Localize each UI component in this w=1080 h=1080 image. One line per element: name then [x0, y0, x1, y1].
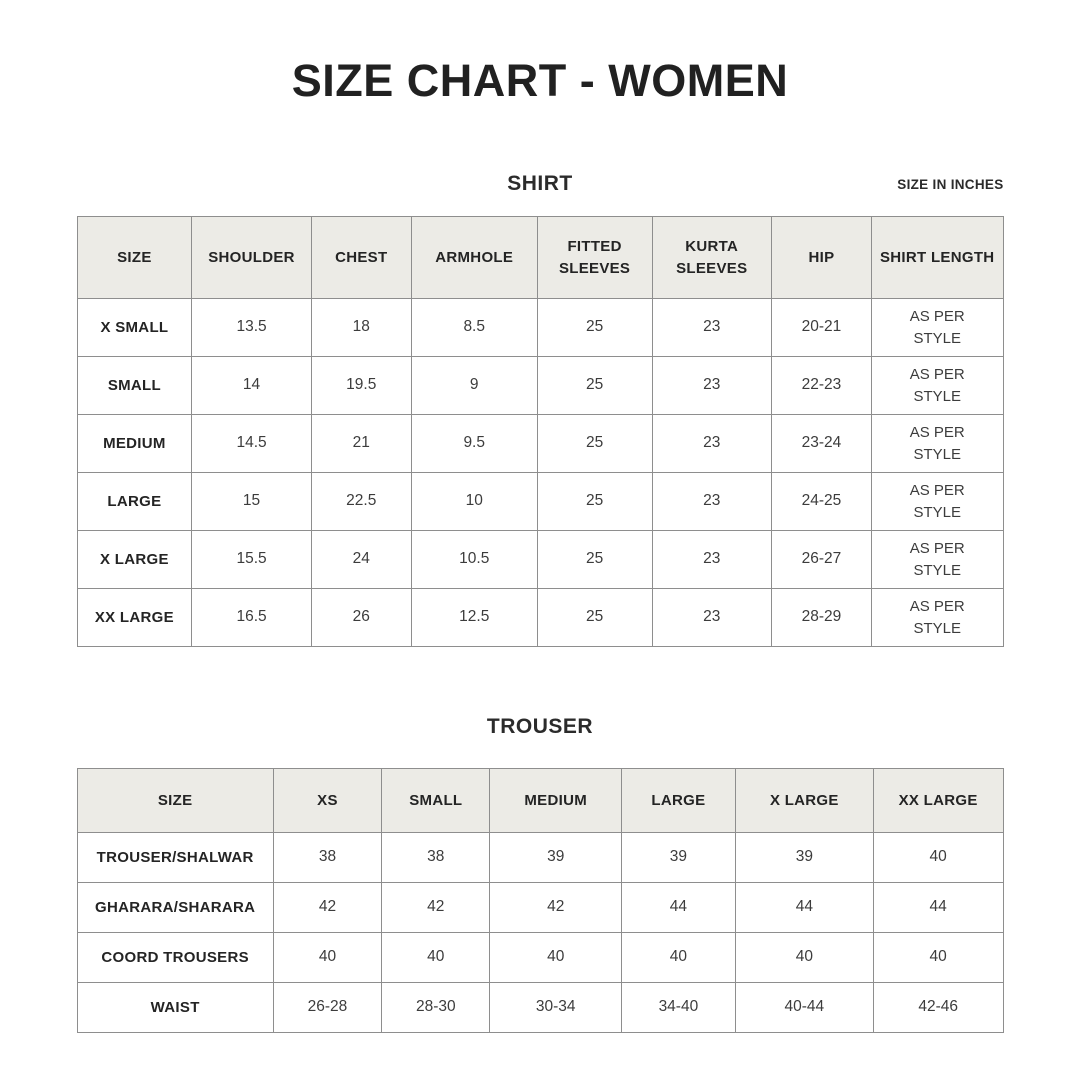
value-cell: 25: [537, 473, 652, 531]
row-label-cell: TROUSER/SHALWAR: [77, 833, 273, 883]
value-cell: 24: [311, 531, 411, 589]
value-cell: 39: [621, 833, 735, 883]
value-cell: 44: [873, 883, 1003, 933]
value-cell: 23-24: [771, 415, 871, 473]
value-cell: 23: [652, 299, 771, 357]
column-header-cell: XX LARGE: [873, 769, 1003, 833]
value-cell: 13.5: [192, 299, 311, 357]
table-row: [77, 983, 1003, 1033]
trouser-section-header: [77, 713, 1004, 741]
value-cell: AS PER STYLE: [871, 415, 1003, 473]
value-cell: 10: [411, 473, 537, 531]
column-header-cell: SIZE: [77, 769, 273, 833]
trouser-size-table: [77, 768, 1004, 1033]
table-row: [77, 473, 1003, 531]
value-cell: 23: [652, 357, 771, 415]
value-cell: 23: [652, 531, 771, 589]
column-header-cell: ARMHOLE: [411, 217, 537, 299]
column-header-cell: MEDIUM: [490, 769, 621, 833]
column-header-cell: XS: [273, 769, 381, 833]
table-header-row: [77, 769, 1003, 833]
value-cell: 40: [621, 933, 735, 983]
value-cell: 38: [382, 833, 490, 883]
table-row: [77, 415, 1003, 473]
value-cell: 22-23: [771, 357, 871, 415]
row-label-cell: GHARARA/SHARARA: [77, 883, 273, 933]
value-cell: 15.5: [192, 531, 311, 589]
table-row: [77, 357, 1003, 415]
row-label-cell: X SMALL: [77, 299, 192, 357]
trouser-section-title: TROUSER: [486, 715, 594, 738]
value-cell: AS PER STYLE: [871, 589, 1003, 647]
value-cell: 30-34: [490, 983, 621, 1033]
table-header-row: [77, 217, 1003, 299]
value-cell: 26-27: [771, 531, 871, 589]
row-label-cell: MEDIUM: [77, 415, 192, 473]
column-header-cell: SHOULDER: [192, 217, 311, 299]
value-cell: 14: [192, 357, 311, 415]
value-cell: 12.5: [411, 589, 537, 647]
value-cell: 42: [490, 883, 621, 933]
value-cell: AS PER STYLE: [871, 299, 1003, 357]
column-header-cell: KURTA SLEEVES: [652, 217, 771, 299]
value-cell: 40: [873, 933, 1003, 983]
value-cell: 42: [382, 883, 490, 933]
value-cell: 40-44: [735, 983, 873, 1033]
value-cell: 38: [273, 833, 381, 883]
column-header-cell: X LARGE: [735, 769, 873, 833]
table-row: [77, 299, 1003, 357]
value-cell: 26: [311, 589, 411, 647]
row-label-cell: WAIST: [77, 983, 273, 1033]
value-cell: 19.5: [311, 357, 411, 415]
value-cell: 40: [382, 933, 490, 983]
shirt-size-table: [77, 216, 1004, 647]
value-cell: 18: [311, 299, 411, 357]
value-cell: 25: [537, 415, 652, 473]
value-cell: 42-46: [873, 983, 1003, 1033]
page-title: SIZE CHART - WOMEN: [291, 55, 789, 106]
value-cell: 15: [192, 473, 311, 531]
row-label-cell: SMALL: [77, 357, 192, 415]
value-cell: 39: [735, 833, 873, 883]
value-cell: 39: [490, 833, 621, 883]
table-row: [77, 531, 1003, 589]
value-cell: 20-21: [771, 299, 871, 357]
value-cell: 10.5: [411, 531, 537, 589]
column-header-cell: LARGE: [621, 769, 735, 833]
value-cell: 25: [537, 531, 652, 589]
value-cell: 23: [652, 415, 771, 473]
row-label-cell: X LARGE: [77, 531, 192, 589]
row-label-cell: XX LARGE: [77, 589, 192, 647]
value-cell: 40: [490, 933, 621, 983]
column-header-cell: CHEST: [311, 217, 411, 299]
value-cell: 25: [537, 589, 652, 647]
value-cell: 21: [311, 415, 411, 473]
value-cell: 40: [735, 933, 873, 983]
value-cell: 25: [537, 357, 652, 415]
value-cell: 9: [411, 357, 537, 415]
column-header-cell: HIP: [771, 217, 871, 299]
value-cell: 14.5: [192, 415, 311, 473]
value-cell: 42: [273, 883, 381, 933]
table-row: [77, 933, 1003, 983]
column-header-cell: SHIRT LENGTH: [871, 217, 1003, 299]
size-in-inches-note: SIZE IN INCHES: [897, 177, 1004, 192]
column-header-cell: SIZE: [77, 217, 192, 299]
table-row: [77, 833, 1003, 883]
column-header-cell: FITTED SLEEVES: [537, 217, 652, 299]
value-cell: 24-25: [771, 473, 871, 531]
value-cell: 44: [621, 883, 735, 933]
value-cell: 25: [537, 299, 652, 357]
value-cell: 40: [873, 833, 1003, 883]
value-cell: 34-40: [621, 983, 735, 1033]
column-header-cell: SMALL: [382, 769, 490, 833]
value-cell: 28-30: [382, 983, 490, 1033]
value-cell: 40: [273, 933, 381, 983]
value-cell: 23: [652, 589, 771, 647]
value-cell: 8.5: [411, 299, 537, 357]
value-cell: 22.5: [311, 473, 411, 531]
table-row: [77, 589, 1003, 647]
row-label-cell: LARGE: [77, 473, 192, 531]
value-cell: AS PER STYLE: [871, 357, 1003, 415]
table-row: [77, 883, 1003, 933]
value-cell: 28-29: [771, 589, 871, 647]
value-cell: 9.5: [411, 415, 537, 473]
value-cell: 16.5: [192, 589, 311, 647]
value-cell: 23: [652, 473, 771, 531]
row-label-cell: COORD TROUSERS: [77, 933, 273, 983]
value-cell: AS PER STYLE: [871, 473, 1003, 531]
shirt-section-title: SHIRT: [507, 172, 573, 195]
value-cell: 44: [735, 883, 873, 933]
value-cell: AS PER STYLE: [871, 531, 1003, 589]
value-cell: 26-28: [273, 983, 381, 1033]
shirt-section-header: [77, 170, 1004, 198]
